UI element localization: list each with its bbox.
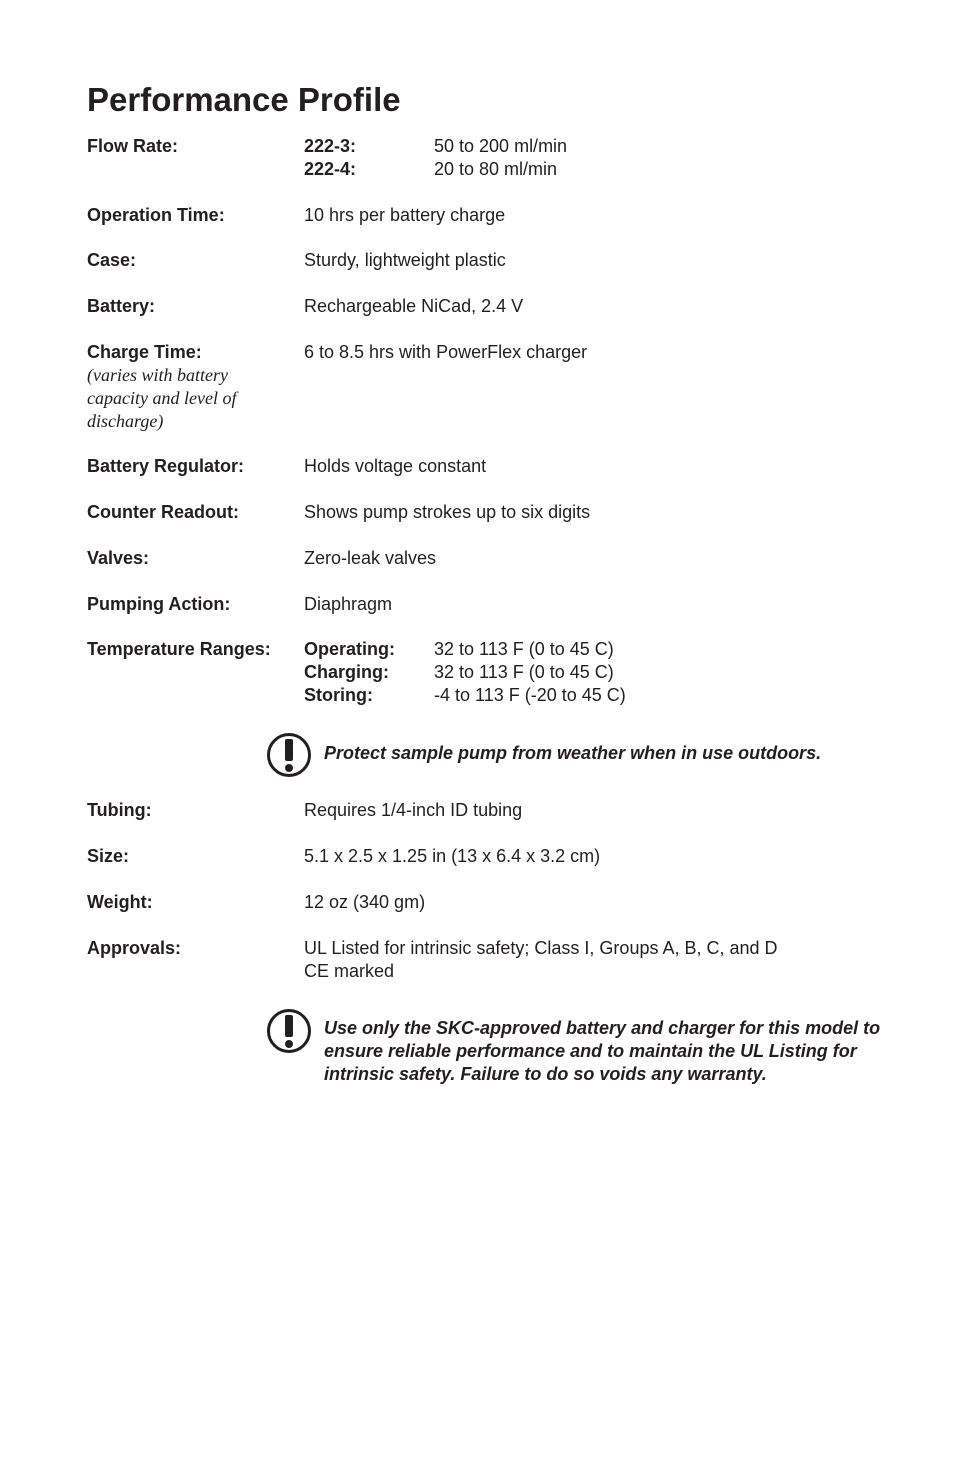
spec-value: Holds voltage constant — [304, 456, 487, 476]
spec-label: Case: — [87, 250, 137, 270]
spec-label: Valves: — [87, 548, 150, 568]
exclamation-circle-icon — [266, 1008, 312, 1054]
spec-value: Sturdy, lightweight plastic — [304, 250, 506, 270]
spec-value: Diaphragm — [304, 594, 393, 614]
spec-label: Operation Time: — [87, 205, 225, 225]
spec-label: Pumping Action: — [87, 594, 231, 614]
spec-label: Size: — [87, 846, 130, 866]
approval-line: CE marked — [304, 961, 395, 981]
spec-value: Shows pump strokes up to six digits — [304, 502, 591, 522]
approval-line: UL Listed for intrinsic safety; Class I, Groups A, B, C, and D — [304, 938, 778, 958]
model-label: 222-3: — [304, 136, 357, 156]
warning-text: Protect sample pump from weather when in use outdoors. — [324, 743, 822, 763]
temperature-range-value: -4 to 113 F (-20 to 45 C) — [434, 685, 626, 705]
spec-label: Temperature Ranges: — [87, 639, 271, 659]
temperature-range-value: 32 to 113 F (0 to 45 C) — [434, 662, 614, 682]
model-label: 222-4: — [304, 159, 357, 179]
temperature-item — [304, 661, 864, 684]
spec-label: Weight: — [87, 892, 153, 912]
temperature-mode-label: Operating: — [304, 639, 396, 659]
spec-label: Tubing: — [87, 800, 152, 820]
spec-value: 5.1 x 2.5 x 1.25 in (13 x 6.4 x 3.2 cm) — [304, 846, 601, 866]
temperature-range-value: 32 to 113 F (0 to 45 C) — [434, 639, 614, 659]
temperature-mode-label: Storing: — [304, 685, 373, 705]
spec-label: Counter Readout: — [87, 502, 239, 522]
spec-note: (varies with battery capacity and level of discharge) — [87, 365, 237, 431]
spec-label: Flow Rate: — [87, 136, 179, 156]
spec-value — [304, 937, 778, 983]
flow-rate-item — [304, 158, 864, 181]
model-value: 20 to 80 ml/min — [434, 159, 558, 179]
spec-label: Approvals: — [87, 938, 182, 958]
spec-value: Rechargeable NiCad, 2.4 V — [304, 296, 524, 316]
temperature-item — [304, 638, 864, 661]
spec-value: 6 to 8.5 hrs with PowerFlex charger — [304, 342, 588, 362]
spec-label: Charge Time: — [87, 342, 202, 362]
spec-value: Requires 1/4-inch ID tubing — [304, 800, 523, 820]
spec-value: 10 hrs per battery charge — [304, 205, 506, 225]
warning-text: Use only the SKC-approved battery and charger for this model to ensure reliable performance and to maintain the UL Listing for intrinsic safety. Failure to do so voids any warranty. — [324, 1018, 881, 1084]
page-title: Performance Profile — [87, 81, 401, 118]
flow-rate-item — [304, 135, 864, 158]
spec-value: 12 oz (340 gm) — [304, 892, 426, 912]
model-value: 50 to 200 ml/min — [434, 136, 568, 156]
spec-label: Battery Regulator: — [87, 456, 245, 476]
flow-rate-list — [304, 135, 864, 181]
spec-label: Battery: — [87, 296, 156, 316]
exclamation-circle-icon — [266, 732, 312, 778]
temperature-list — [304, 638, 864, 707]
spec-value: Zero-leak valves — [304, 548, 437, 568]
temperature-item — [304, 684, 864, 707]
temperature-mode-label: Charging: — [304, 662, 389, 682]
